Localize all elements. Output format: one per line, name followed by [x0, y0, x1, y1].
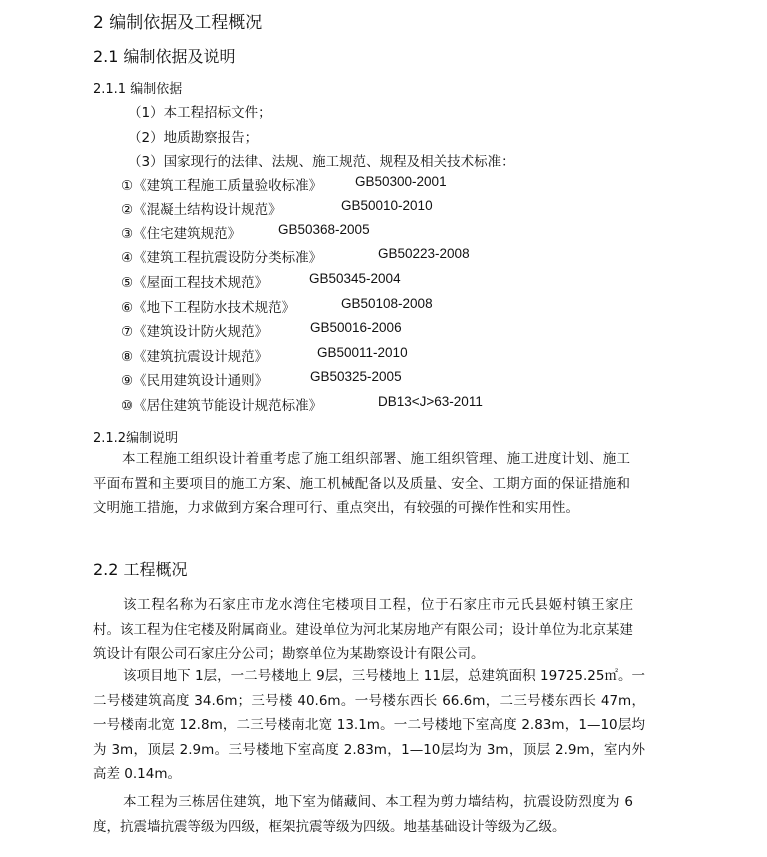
standard-code: GB50010-2010	[341, 198, 433, 213]
standard-name: ⑤《屋面工程技术规范》	[121, 275, 269, 291]
chapter-heading: 2 编制依据及工程概况	[93, 13, 263, 33]
standard-code: GB50325-2005	[310, 369, 402, 384]
subsection-2-1-1-title: 2.1.1 编制依据	[93, 82, 183, 97]
standard-code: GB50368-2005	[278, 222, 370, 237]
section-2-1-title: 2.1 编制依据及说明	[93, 47, 236, 66]
standard-code: GB50108-2008	[341, 296, 433, 311]
standard-code: GB50011-2010	[317, 345, 408, 360]
standard-name: ⑥《地下工程防水技术规范》	[121, 300, 296, 316]
overview-paragraph-3: 本工程为三栋居住建筑，地下室为储藏间、本工程为剪力墙结构，抗震设防烈度为 6度，抗震墙抗震等级为四级，框架抗震等级为四级。地基基础设计等级为乙级。	[93, 794, 633, 835]
standard-name: ⑩《居住建筑节能设计规范标准》	[121, 398, 323, 414]
standard-name: ⑨《民用建筑设计通则》	[121, 373, 269, 389]
compilation-description: 本工程施工组织设计着重考虑了施工组织部署、施工组织管理、施工进度计划、施工平面布置和主要项目的施工方案、施工机械配备以及质量、安全、工期方面的保证措施和文明施工措施，力求做到方案合理可行、重点突出，有较强的可操作性和实用性。	[93, 451, 630, 516]
standard-name: ③《住宅建筑规范》	[121, 226, 242, 242]
standard-name: ⑦《建筑设计防火规范》	[121, 324, 269, 340]
standard-name: ⑧《建筑抗震设计规范》	[121, 349, 269, 365]
basis-item-2: （2）地质勘察报告；	[128, 130, 259, 146]
overview-paragraph-2: 该项目地下 1层，一二号楼地上 9层，三号楼地上 11层，总建筑面积 19725.25㎡。一二号楼建筑高度 34.6m；三号楼 40.6m。一号楼东西长 66.6m，二三号楼东西长 47m，一号楼南北宽 12.8m，二三号楼南北宽 13.1m。一二号楼地下室高度 2.83m，1—10层均为 3m，顶层 2.9m。三号楼地下室高度 2.83m，1—10层均为 3m，顶层 2.9m，室内外高差 0.14m。	[93, 668, 645, 782]
overview-paragraph-1: 该工程名称为石家庄市龙水湾住宅楼项目工程，位于石家庄市元氏县姬村镇王家庄村。该工程为住宅楼及附属商业。建设单位为河北某房地产有限公司；设计单位为北京某建筑设计有限公司石家庄分公司；勘察单位为某勘察设计有限公司。	[93, 597, 633, 662]
basis-item-3: （3）国家现行的法律、法规、施工规范、规程及相关技术标准：	[128, 154, 515, 170]
basis-item-1: （1）本工程招标文件；	[128, 105, 272, 121]
standard-name: ①《建筑工程施工质量验收标准》	[121, 178, 323, 194]
standard-code: DB13<J>63-2011	[378, 394, 483, 409]
standard-name: ④《建筑工程抗震设防分类标准》	[121, 250, 323, 266]
standard-code: GB50345-2004	[309, 271, 401, 286]
standard-name: ②《混凝土结构设计规范》	[121, 202, 282, 218]
standard-code: GB50016-2006	[310, 320, 402, 335]
subsection-2-1-2-title: 2.1.2编制说明	[93, 431, 179, 446]
section-2-2-title: 2.2 工程概况	[93, 560, 188, 579]
standard-code: GB50223-2008	[378, 246, 470, 261]
standard-code: GB50300-2001	[355, 174, 447, 189]
